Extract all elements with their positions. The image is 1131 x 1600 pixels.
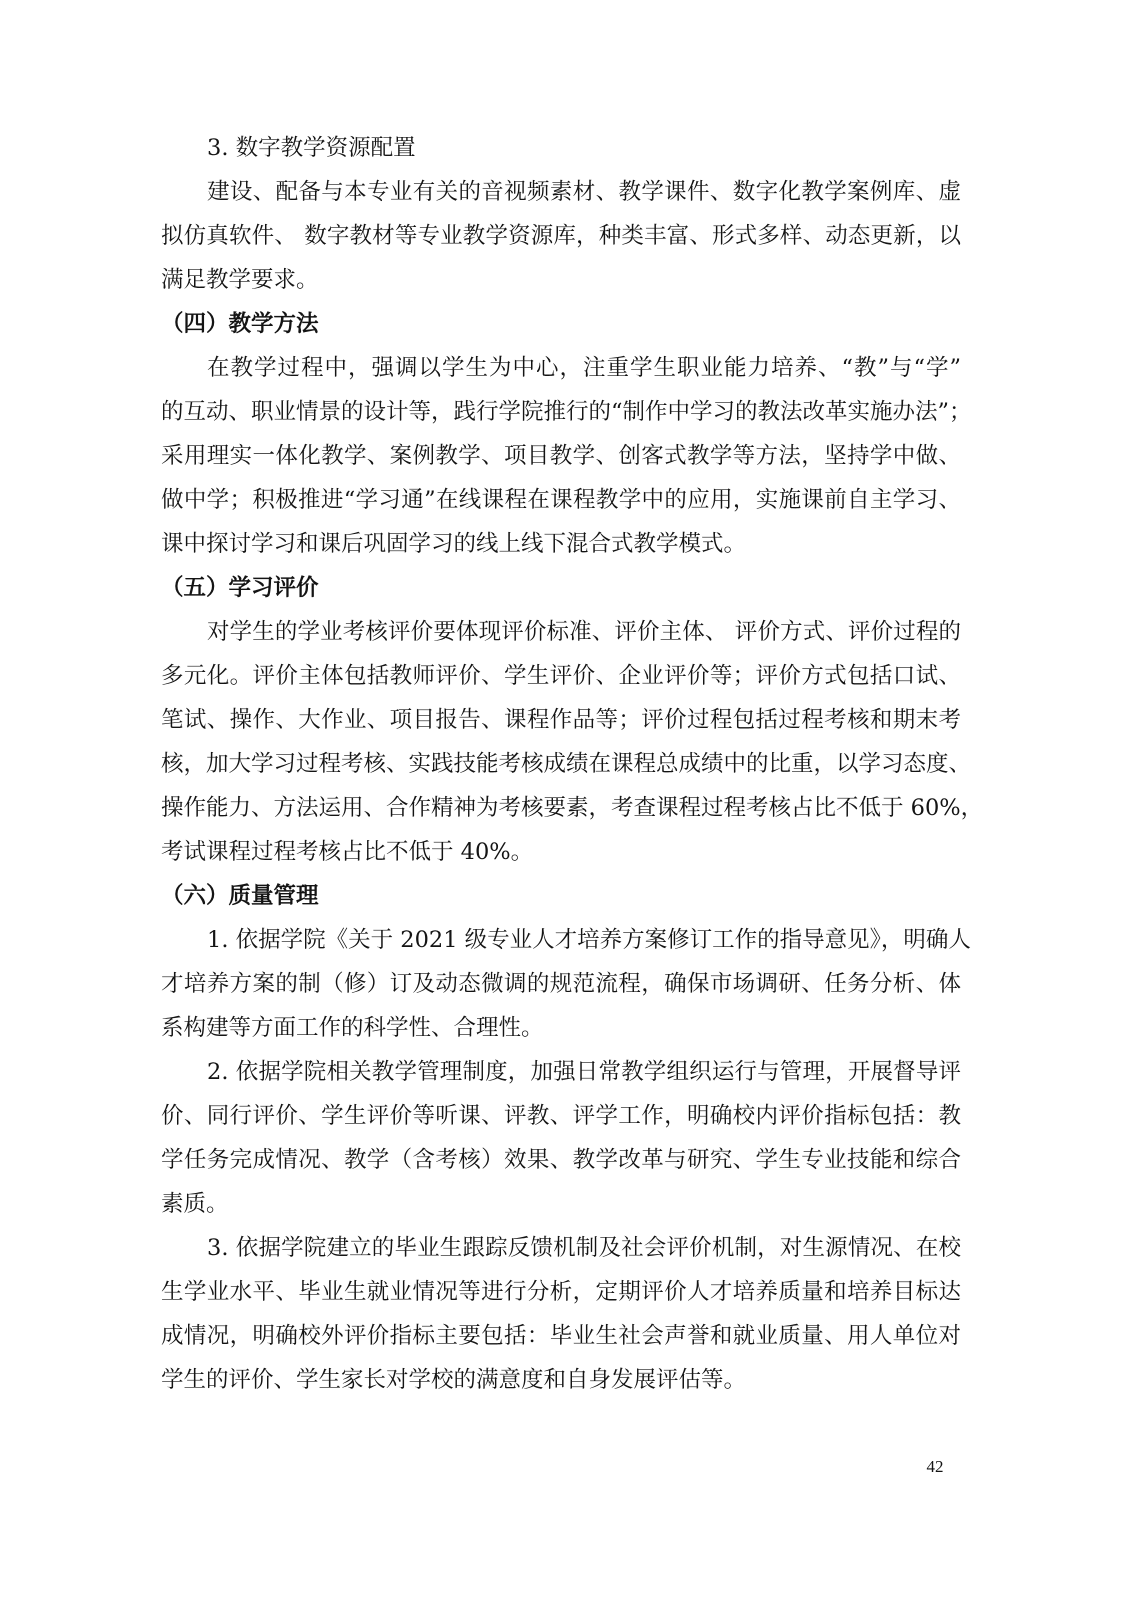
paragraph-line: 操作能力、方法运用、合作精神为考核要素，考查课程过程考核占比不低于 60%， (161, 795, 984, 821)
paragraph-line: 做中学；积极推进“学习通”在线课程在课程教学中的应用，实施课前自主学习、 (161, 487, 961, 513)
paragraph-line: 系构建等方面工作的科学性、合理性。 (161, 1015, 544, 1041)
paragraph-line: 素质。 (161, 1191, 229, 1217)
paragraph-line: 课中探讨学习和课后巩固学习的线上线下混合式教学模式。 (161, 531, 747, 557)
paragraph-line: 核，加大学习过程考核、实践技能考核成绩在课程总成绩中的比重，以学习态度、 (161, 751, 972, 777)
section-heading: （五）学习评价 (161, 575, 319, 601)
paragraph-line: 拟仿真软件、 数字教材等专业教学资源库，种类丰富、形式多样、动态更新，以 (161, 223, 961, 249)
subsection-heading: 3. 数字教学资源配置 (207, 135, 416, 161)
paragraph-line: 建设、配备与本专业有关的音视频素材、教学课件、数字化教学案例库、虚 (207, 179, 961, 205)
paragraph-line: 的互动、职业情景的设计等，践行学院推行的“制作中学习的教法改革实施办法”； (161, 399, 972, 425)
paragraph-line: 多元化。评价主体包括教师评价、学生评价、企业评价等；评价方式包括口试、 (161, 663, 961, 689)
paragraph-line: 3. 依据学院建立的毕业生跟踪反馈机制及社会评价机制，对生源情况、在校 (207, 1235, 961, 1261)
paragraph-line: 成情况，明确校外评价指标主要包括：毕业生社会声誉和就业质量、用人单位对 (161, 1323, 961, 1349)
paragraph-line: 生学业水平、毕业生就业情况等进行分析，定期评价人才培养质量和培养目标达 (161, 1279, 961, 1305)
paragraph-line: 在教学过程中，强调以学生为中心，注重学生职业能力培养、“教”与“学” (207, 355, 961, 381)
paragraph-line: 价、同行评价、学生评价等听课、评教、评学工作，明确校内评价指标包括：教 (161, 1103, 961, 1129)
paragraph-line: 笔试、操作、大作业、项目报告、课程作品等；评价过程包括过程考核和期末考 (161, 707, 961, 733)
paragraph-line: 考试课程过程考核占比不低于 40%。 (161, 839, 534, 865)
paragraph-line: 学任务完成情况、教学（含考核）效果、教学改革与研究、学生专业技能和综合 (161, 1147, 961, 1173)
paragraph-line: 对学生的学业考核评价要体现评价标准、评价主体、 评价方式、评价过程的 (207, 619, 961, 645)
paragraph-line: 1. 依据学院《关于 2021 级专业人才培养方案修订工作的指导意见》，明确人 (207, 927, 971, 953)
page-number: 42 (926, 1457, 944, 1476)
section-heading: （六）质量管理 (161, 883, 319, 909)
section-heading: （四）教学方法 (161, 311, 319, 337)
paragraph-line: 采用理实一体化教学、案例教学、项目教学、创客式教学等方法，坚持学中做、 (161, 443, 961, 469)
paragraph-line: 学生的评价、学生家长对学校的满意度和自身发展评估等。 (161, 1367, 747, 1393)
paragraph-line: 满足教学要求。 (161, 267, 319, 293)
paragraph-line: 才培养方案的制（修）订及动态微调的规范流程，确保市场调研、任务分析、体 (161, 971, 961, 997)
paragraph-line: 2. 依据学院相关教学管理制度，加强日常教学组织运行与管理，开展督导评 (207, 1059, 961, 1085)
